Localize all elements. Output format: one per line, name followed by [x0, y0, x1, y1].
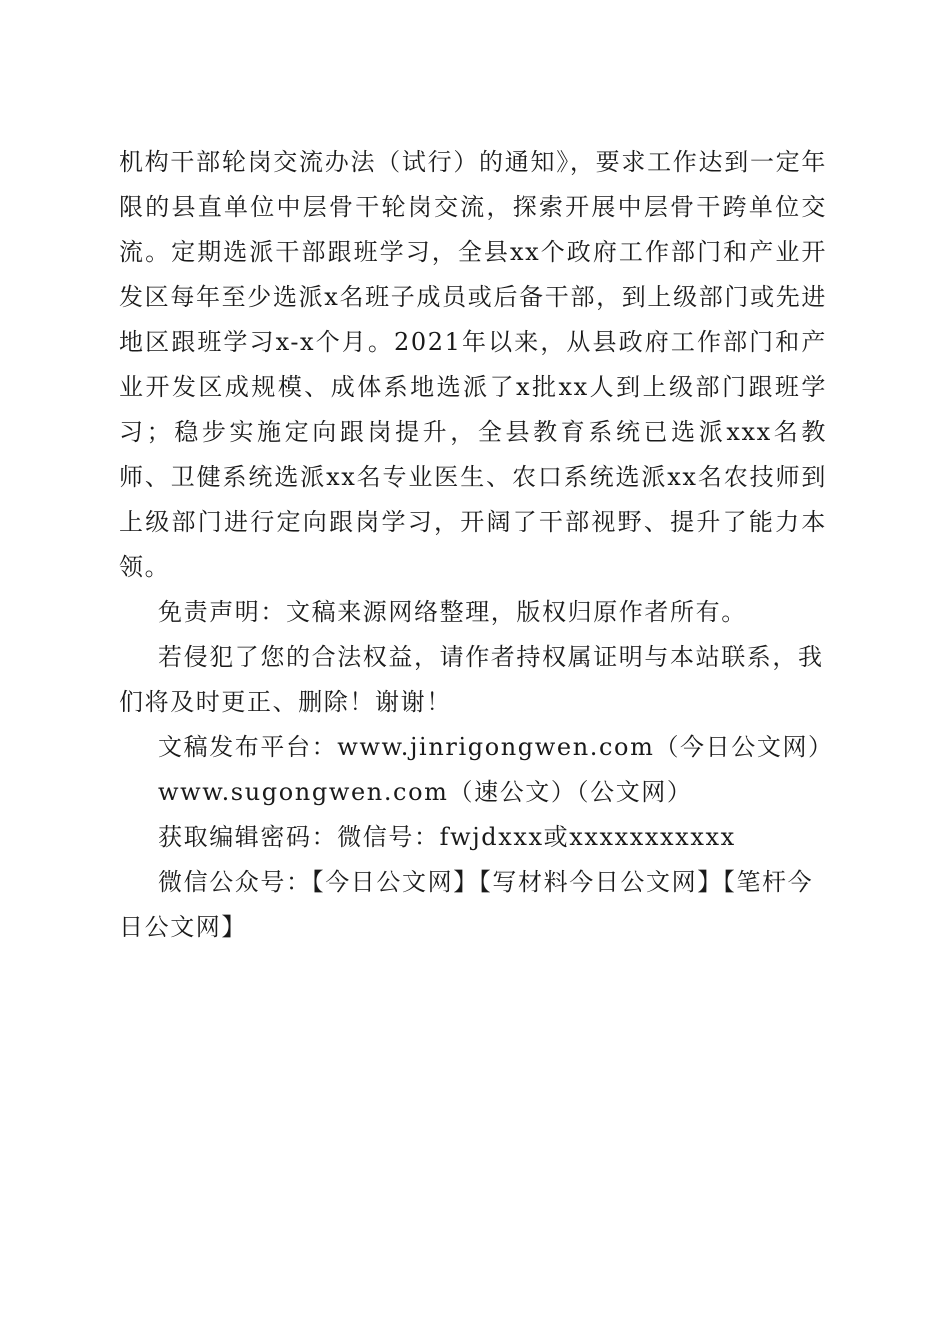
- platform-line: 文稿发布平台：www.jinrigongwen.com（今日公文网）: [158, 733, 834, 761]
- main-paragraph: 机构干部轮岗交流办法（试行）的通知》，要求工作达到一定年限的县直单位中层骨干轮岗交流，探索开展中层骨干跨单位交流。定期选派干部跟班学习，全县xx个政府工作部门和产业开发区每年至少选派x名班子成员或后备干部，到上级部门或先进地区跟班学习x-x个月。2021年以来，从县政府工作部门和产业开发区成规模、成体系地选派了x批xx人到上级部门跟班学习；稳步实施定向跟岗提升，全县教育系统已选派xxx名教师、卫健系统选派xx名专业医生、农口系统选派xx名农技师到上级部门进行定向跟岗学习，开阔了干部视野、提升了能力本领。: [119, 148, 827, 581]
- infringement-notice: 若侵犯了您的合法权益，请作者持权属证明与本站联系，我们将及时更正、删除！谢谢！: [119, 643, 824, 716]
- disclaimer-text: 免责声明：文稿来源网络整理，版权归原作者所有。: [158, 598, 747, 626]
- wechat-accounts-line: 微信公众号：【今日公文网】【写材料今日公文网】【笔杆今日公文网】: [119, 868, 814, 941]
- password-line: 获取编辑密码：微信号：fwjdxxx或xxxxxxxxxxx: [158, 823, 736, 851]
- document-body: [119, 140, 834, 950]
- site-line: www.sugongwen.com（速公文）（公文网）: [158, 778, 693, 806]
